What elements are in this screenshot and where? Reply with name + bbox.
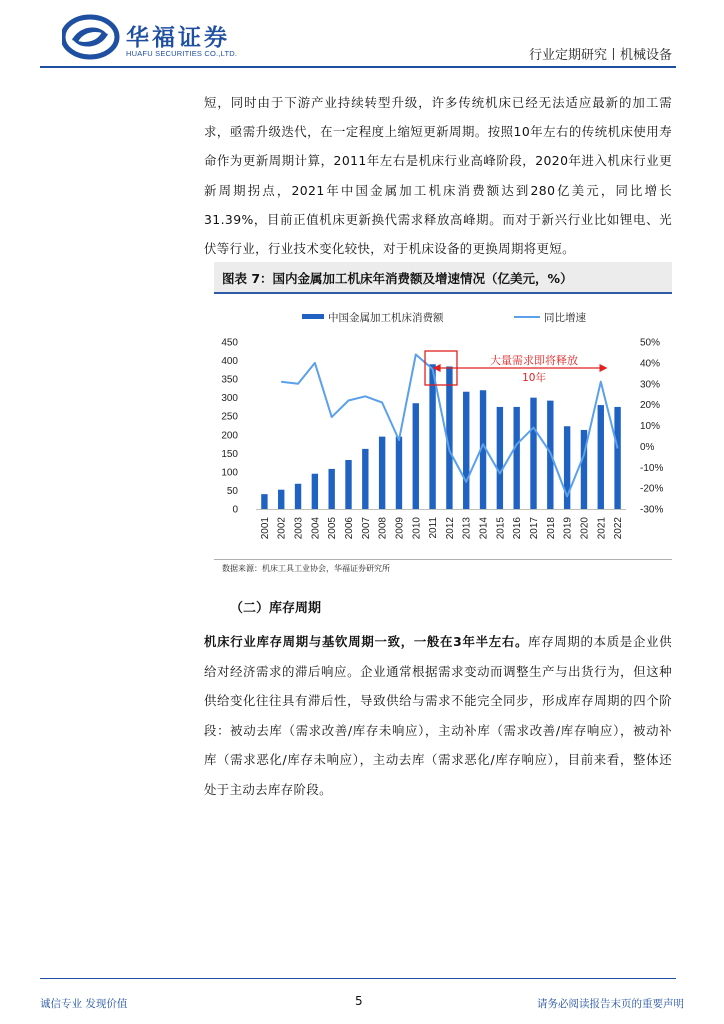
x-tick-label: 2004: [310, 517, 322, 540]
x-tick-label: 2022: [613, 517, 625, 540]
right-tick-label: 50%: [640, 337, 661, 349]
footer-divider: [40, 978, 676, 979]
left-tick-label: 200: [221, 430, 238, 442]
annotation-arrowhead-right: [600, 364, 608, 372]
x-tick-label: 2009: [394, 517, 406, 540]
bar-consumption: [328, 469, 334, 509]
x-tick-label: 2008: [377, 517, 389, 540]
report-type: 行业定期研究丨机械设备: [528, 48, 672, 63]
bar-consumption: [413, 403, 419, 509]
bar-consumption: [614, 407, 620, 509]
left-tick-label: 0: [232, 504, 238, 516]
right-tick-label: 40%: [640, 358, 661, 370]
x-tick-label: 2018: [545, 517, 557, 540]
x-tick-label: 2005: [327, 517, 339, 540]
x-tick-label: 2006: [344, 517, 355, 540]
bar-consumption: [530, 398, 536, 509]
paragraph-2-lead: 机床行业库存周期与基钦周期一致，一般在3年半左右。: [204, 634, 529, 649]
footer-disclaimer: 请务必阅读报告末页的重要声明: [537, 998, 684, 1010]
figure-title-bar: [214, 262, 672, 294]
bar-consumption: [396, 437, 402, 509]
legend-bar-label: 中国金属加工机床消费额: [328, 312, 444, 324]
company-logo: [62, 14, 252, 60]
bar-consumption: [295, 484, 301, 509]
x-tick-label: 2014: [478, 517, 490, 540]
logo-text-cn: 华福证券: [126, 25, 230, 51]
right-tick-label: 30%: [640, 379, 661, 391]
x-tick-label: 2002: [276, 517, 288, 540]
x-tick-label: 2003: [293, 517, 305, 540]
header-divider: [40, 66, 676, 68]
bar-consumption: [598, 405, 604, 509]
bar-consumption: [463, 392, 469, 509]
right-tick-label: -20%: [640, 483, 664, 495]
x-tick-label: 2015: [495, 517, 507, 540]
left-tick-label: 450: [221, 337, 238, 349]
bar-consumption: [497, 407, 503, 509]
right-tick-label: -10%: [640, 462, 664, 474]
page-number: 5: [355, 994, 363, 1008]
annotation-label: 大量需求即将释放: [490, 354, 579, 367]
consumption-chart: [214, 300, 672, 558]
figure-title: 图表 7：国内金属加工机床年消费额及增速情况（亿美元，%）: [222, 271, 573, 286]
left-tick-label: 250: [221, 411, 238, 423]
x-tick-label: 2007: [360, 517, 372, 540]
right-tick-label: 0%: [640, 441, 655, 453]
right-tick-label: 20%: [640, 400, 661, 412]
bar-consumption: [261, 494, 267, 509]
bar-consumption: [278, 490, 284, 509]
left-tick-label: 400: [221, 356, 238, 368]
x-tick-label: 2017: [529, 517, 540, 540]
bar-consumption: [429, 364, 435, 509]
x-tick-label: 2012: [444, 517, 456, 540]
left-tick-label: 100: [221, 467, 238, 479]
bar-consumption: [362, 449, 368, 509]
bar-consumption: [345, 460, 351, 509]
bar-consumption: [312, 474, 318, 509]
section-title: （二）库存周期: [230, 601, 322, 616]
x-tick-label: 2016: [512, 517, 524, 540]
source-divider: [214, 559, 672, 560]
x-tick-label: 2001: [259, 517, 271, 540]
x-tick-label: 2019: [562, 517, 574, 540]
legend-bar-swatch: [302, 314, 324, 319]
paragraph-2-rest: 库存周期的本质是企业供给对经济需求的滞后响应。企业通常根据需求变动而调整生产与出货行为，但这种供给变化往往具有滞后性，导致供给与需求不能完全同步，形成库存周期的四个阶段：被动去库（需求改善/库存未响应），主动补库（需求改善/库存响应），被动补库（需求恶化/库存未响应），主动去库（需求恶化/库存响应），目前来看，整体还处于主动去库存阶段。: [204, 634, 673, 797]
right-tick-label: 10%: [640, 421, 661, 432]
x-tick-label: 2010: [411, 517, 423, 540]
bar-consumption: [379, 437, 385, 509]
paragraph-2: [204, 627, 672, 805]
x-tick-label: 2020: [579, 517, 591, 540]
logo-mark-icon: [62, 14, 122, 60]
x-tick-label: 2013: [461, 517, 473, 540]
x-tick-label: 2011: [428, 517, 440, 539]
paragraph-1: 短，同时由于下游产业持续转型升级，许多传统机床已经无法适应最新的加工需求，亟需升级迭代，在一定程度上缩短更新周期。按照10年左右的传统机床使用寿命作为更新周期计算，2011年左右是机床行业高峰阶段，2020年进入机床行业更新周期拐点，2021年中国金属加工机床消费额达到280亿美元，同比增长31.39%，目前正值机床更新换代需求释放高峰期。而对于新兴行业比如锂电、光伏等行业，行业技术变化较快，对于机床设备的更换周期将更短。: [204, 95, 672, 257]
bar-consumption: [513, 407, 519, 509]
x-tick-label: 2021: [596, 517, 608, 540]
legend-line-label: 同比增速: [544, 312, 586, 324]
annotation-span-label: 10年: [522, 372, 546, 384]
left-tick-label: 300: [221, 393, 238, 405]
left-tick-label: 50: [226, 485, 238, 497]
logo-text-en: HUAFU SECURITIES CO.,LTD.: [126, 49, 238, 58]
figure-source: 数据来源：机床工具工业协会，华福证券研究所: [222, 564, 390, 573]
right-tick-label: -30%: [640, 504, 664, 516]
left-tick-label: 150: [221, 448, 238, 460]
footer-slogan: 诚信专业 发现价值: [40, 998, 128, 1010]
left-tick-label: 350: [221, 374, 238, 386]
